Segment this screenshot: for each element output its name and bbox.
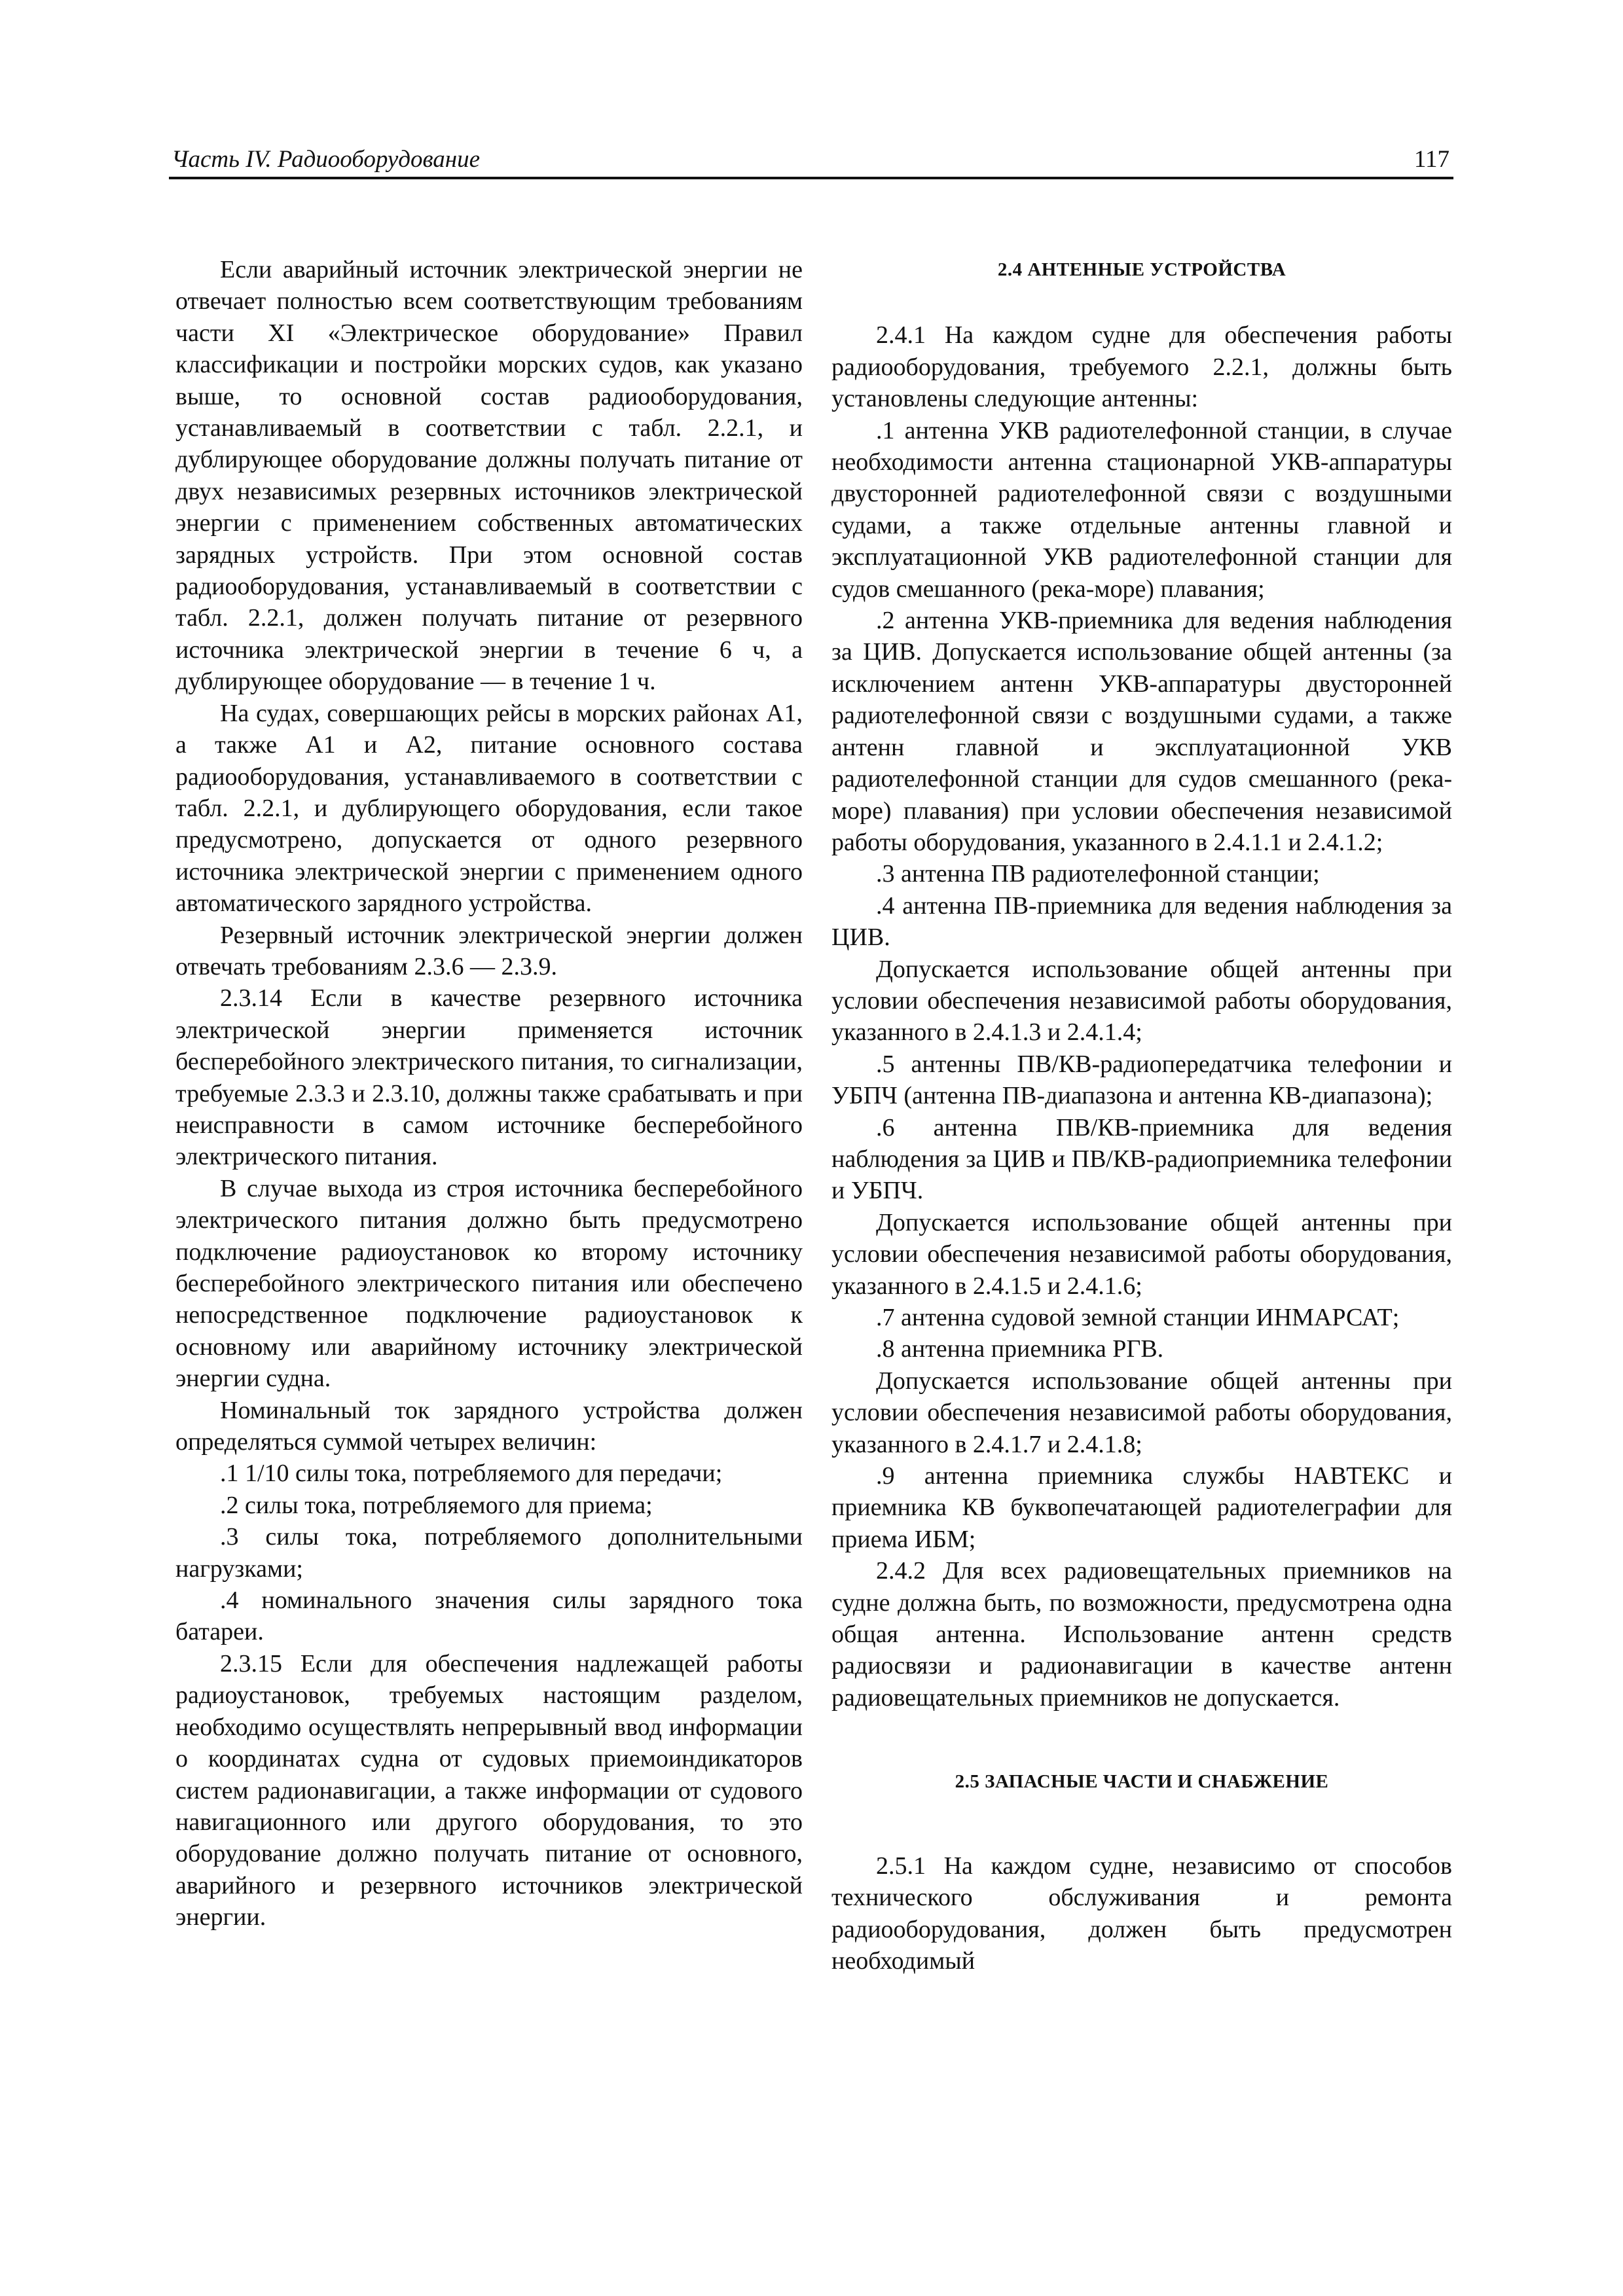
left-column bbox=[175, 254, 803, 1933]
list-item: .7 антенна судовой земной станции ИНМАРСАТ; bbox=[876, 1304, 1400, 1331]
right-column bbox=[831, 254, 1452, 1977]
paragraph: Резервный источник электрической энергии должен отвечать требованиям 2.3.6 — 2.3.9. bbox=[175, 921, 803, 980]
paragraph: 2.5.1 На каждом судне, независимо от способов технического обслуживания и ремонта радиооборудования, должен быть предусмотрен необходимый bbox=[831, 1852, 1452, 1975]
section-heading-2-5: 2.5 ЗАПАСНЫЕ ЧАСТИ И СНАБЖЕНИЕ bbox=[955, 1771, 1329, 1793]
section-heading-2-4: 2.4 АНТЕННЫЕ УСТРОЙСТВА bbox=[997, 259, 1286, 280]
paragraph: Если аварийный источник электрической энергии не отвечает полностью всем соответствующим требованиям части XI «Электрическое оборудование» Правил классификации и постройки морских судов, как указано выше, то основной состав радиооборудования, устанавливаемый в соответствии с табл. 2.2.1, и дублирующее оборудование должны получать питание от двух независимых резервных источников электрической энергии с применением собственных автоматических зарядных устройств. При этом основной состав радиооборудования, устанавливаемый в соответствии с табл. 2.2.1, должен получать питание от резервного источника электрической энергии в течение 6 ч, а дублирующее оборудование — в течение 1 ч. bbox=[175, 256, 803, 696]
paragraph: 2.3.14 Если в качестве резервного источника электрической энергии применяется источник бесперебойного электрического питания, то сигнализации, требуемые 2.3.3 и 2.3.10, должны также срабатывать и при неисправности в самом источнике бесперебойного электрического питания. bbox=[175, 984, 803, 1171]
list-item: .2 антенна УКВ-приемника для ведения наблюдения за ЦИВ. Допускается использование общей антенны (за исключением антенн УКВ-аппаратуры двусторонней радиотелефонной связи с воздушными судами, а также антенн главной и эксплуатационной УКВ радиотелефонной станции для судов смешанного (река-море) плавания) при условии обеспечения независимой работы оборудования, указанного в 2.4.1.1 и 2.4.1.2; bbox=[831, 607, 1452, 856]
page-number: 117 bbox=[1413, 146, 1450, 173]
header-rule bbox=[169, 177, 1453, 179]
paragraph: В случае выхода из строя источника бесперебойного электрического питания должно быть предусмотрено подключение радиоустановок ко второму источнику бесперебойного электрического питания или обеспечено непосредственное подключение радиоустановок к основному или аварийному источнику электрической энергии судна. bbox=[175, 1174, 803, 1393]
paragraph: Допускается использование общей антенны при условии обеспечения независимой работы оборудования, указанного в 2.4.1.5 и 2.4.1.6; bbox=[831, 1208, 1452, 1300]
paragraph: 2.4.2 Для всех радиовещательных приемников на судне должна быть, по возможности, предусмотрена одна общая антенна. Использование антенн средств радиосвязи и радионавигации в качестве антенн радиовещательных приемников не допускается. bbox=[831, 1557, 1452, 1712]
list-item: .6 антенна ПВ/КВ-приемника для ведения наблюдения за ЦИВ и ПВ/КВ-радиоприемника телефонии и УБПЧ. bbox=[831, 1113, 1452, 1205]
paragraph: 2.4.1 На каждом судне для обеспечения работы радиооборудования, требуемого 2.2.1, должны быть установлены следующие антенны: bbox=[831, 321, 1452, 413]
list-item: .4 номинального значения силы зарядного тока батареи. bbox=[175, 1587, 803, 1646]
running-title: Часть IV. Радиооборудование bbox=[172, 146, 481, 173]
paragraph: Допускается использование общей антенны при условии обеспечения независимой работы оборудования, указанного в 2.4.1.7 и 2.4.1.8; bbox=[831, 1367, 1452, 1458]
list-item: .5 антенны ПВ/КВ-радиопередатчика телефонии и УБПЧ (антенна ПВ-диапазона и антенна КВ-диапазона); bbox=[831, 1050, 1452, 1110]
list-item: .3 антенна ПВ радиотелефонной станции; bbox=[876, 860, 1320, 888]
list-item: .4 антенна ПВ-приемника для ведения наблюдения за ЦИВ. bbox=[831, 891, 1452, 952]
paragraph: Номинальный ток зарядного устройства должен определяться суммой четырех величин: bbox=[175, 1396, 803, 1456]
list-item: .3 силы тока, потребляемого дополнительными нагрузками; bbox=[175, 1523, 803, 1583]
list-item: .9 антенна приемника службы НАВТЕКС и приемника КВ буквопечатающей радиотелеграфии для приема ИБМ; bbox=[831, 1462, 1452, 1553]
list-item: .2 силы тока, потребляемого для приема; bbox=[220, 1491, 653, 1519]
list-item: .1 антенна УКВ радиотелефонной станции, в случае необходимости антенна стационарной УКВ-аппаратуры двусторонней радиотелефонной связи с воздушными судами, а также отдельные антенны главной и эксплуатационной УКВ радиотелефонной станции для судов смешанного (река-море) плавания; bbox=[831, 416, 1452, 603]
paragraph: На судах, совершающих рейсы в морских районах А1, а также А1 и А2, питание основного состава радиооборудования, устанавливаемого в соответствии с табл. 2.2.1, и дублирующего оборудования, если такое предусмотрено, допускается от одного резервного источника электрической энергии с применением одного автоматического зарядного устройства. bbox=[175, 699, 803, 918]
paragraph: 2.3.15 Если для обеспечения надлежащей работы радиоустановок, требуемых настоящим разделом, необходимо осуществлять непрерывный ввод информации о координатах судна от судовых приемоиндикаторов систем радионавигации, а также информации от судового навигационного или другого оборудования, то это оборудование должно получать питание от основного, аварийного и резервного источников электрической энергии. bbox=[175, 1649, 803, 1931]
list-item: .8 антенна приемника РГВ. bbox=[876, 1335, 1164, 1363]
paragraph: Допускается использование общей антенны при условии обеспечения независимой работы оборудования, указанного в 2.4.1.3 и 2.4.1.4; bbox=[831, 955, 1452, 1047]
page-header bbox=[169, 139, 1453, 179]
list-item: .1 1/10 силы тока, потребляемого для передачи; bbox=[220, 1460, 723, 1488]
